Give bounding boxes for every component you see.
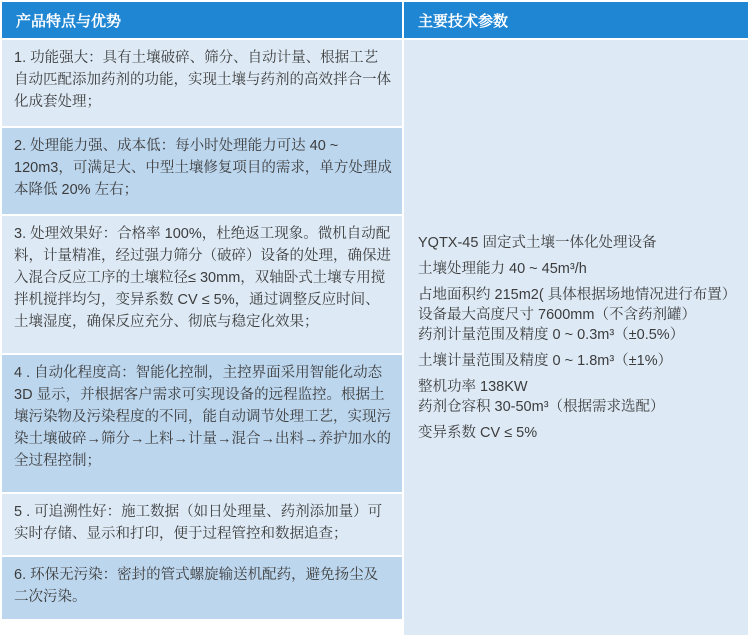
spec-table (2, 2, 748, 635)
feature-item-6: 6. 环保无污染：密封的管式螺旋输送机配药，避免扬尘及二次污染。 (2, 557, 402, 619)
feature-item-1: 1. 功能强大：具有土壤破碎、筛分、自动计量、根据工艺自动匹配添加药剂的功能，实现土壤与药剂的高效拌合一体化成套处理； (2, 40, 402, 126)
spec-bin-volume: 药剂仓容积 30-50m³（根据需求选配） (418, 398, 665, 415)
features-column (2, 40, 402, 635)
specs-column (404, 40, 748, 635)
feature-item-3: 3. 处理效果好：合格率 100%，杜绝返工现象。微机自动配料，计量精准，经过强力筛分（破碎）设备的处理，确保进入混合反应工序的土壤粒径≤ 30mm，双轴卧式土壤专用搅拌机搅拌均匀，变异系数 CV ≤ 5%，通过调整反应时间、土壤湿度，确保反应充分、彻底与稳定化效果； (2, 216, 402, 353)
spec-cv: 变异系数 CV ≤ 5% (418, 424, 538, 441)
spec-area: 占地面积约 215m2( 具体根据场地情况进行布置） (418, 286, 737, 303)
features-header: 产品特点与优势 (2, 2, 402, 38)
spec-soil-range: 土壤计量范围及精度 0 ~ 1.8m³（±1%） (418, 352, 673, 369)
spec-model: YQTX-45 固定式土壤一体化处理设备 (418, 234, 657, 251)
specs-header: 主要技术参数 (404, 2, 748, 38)
spec-agent-range: 药剂计量范围及精度 0 ~ 0.3m³（±0.5%） (418, 326, 685, 343)
feature-item-5: 5 . 可追溯性好：施工数据（如日处理量、药剂添加量）可实时存储、显示和打印，便于过程管控和数据追查； (2, 494, 402, 555)
spec-height: 设备最大高度尺寸 7600mm（不含药剂罐） (418, 306, 696, 323)
feature-item-4: 4 . 自动化程度高：智能化控制，主控界面采用智能化动态 3D 显示，并根据客户需求可实现设备的远程监控。根据土壤污染物及污染程度的不同，能自动调节处理工艺，实现污染土壤破碎→筛分→上料→计量→混合→出料→养护加水的全过程控制； (2, 355, 402, 492)
spec-power: 整机功率 138KW (418, 378, 528, 395)
spec-capacity: 土壤处理能力 40 ~ 45m³/h (418, 260, 587, 277)
feature-item-2: 2. 处理能力强、成本低：每小时处理能力可达 40 ~ 120m3，可满足大、中型土壤修复项目的需求，单方处理成本降低 20% 左右； (2, 128, 402, 214)
